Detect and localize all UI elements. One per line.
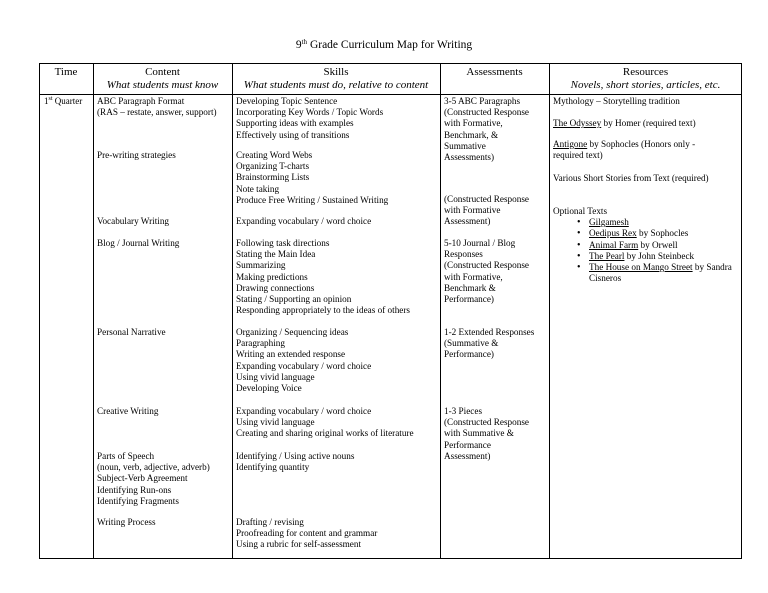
- skills-block: Expanding vocabulary / word choice: [236, 216, 372, 226]
- skills-block: Identifying / Using active nouns Identifying quantity: [236, 451, 355, 473]
- assessment-block: 3-5 ABC Paragraphs (Constructed Response with Formative, Benchmark, & Summative Assessments): [444, 96, 529, 163]
- content-block: ABC Paragraph Format (RAS – restate, answer, support): [97, 96, 217, 118]
- content-block: Writing Process: [97, 517, 156, 527]
- optional-texts: [553, 206, 739, 284]
- header-content: Content What students must know: [106, 66, 219, 91]
- content-block: Vocabulary Writing: [97, 216, 170, 226]
- column-divider: [440, 63, 441, 559]
- header-assessments: Assessments: [466, 66, 523, 78]
- column-divider: [232, 63, 233, 559]
- skills-block: Creating Word Webs Organizing T-charts Brainstorming Lists Note taking Produce Free Writing / Sustained Writing: [236, 150, 389, 205]
- content-block: Pre-writing strategies: [97, 150, 176, 160]
- optional-texts-heading: Optional Texts: [553, 206, 608, 216]
- resource-mythology: Mythology – Storytelling tradition: [553, 96, 680, 106]
- optional-text-item: • Oedipus Rex by Sophocles: [589, 228, 739, 239]
- skills-block: Organizing / Sequencing ideas Paragraphing Writing an extended response Expanding vocabulary / word choice Using vivid language Developing Voice: [236, 327, 372, 394]
- resource-odyssey: The Odyssey by Homer (required text): [553, 118, 696, 128]
- optional-text-item: • Gilgamesh: [589, 217, 739, 228]
- header-time: Time: [54, 66, 78, 78]
- content-block: Creative Writing: [97, 406, 159, 416]
- header-skills: Skills What students must do, relative to content: [243, 66, 429, 91]
- assessment-block: 1-2 Extended Responses (Summative & Performance): [444, 327, 535, 360]
- resource-short-stories: Various Short Stories from Text (required): [553, 173, 709, 183]
- optional-text-item: • Animal Farm by Orwell: [589, 240, 739, 251]
- assessment-block: 5-10 Journal / Blog Responses (Constructed Response with Formative, Benchmark & Performance): [444, 238, 529, 305]
- content-block: Personal Narrative: [97, 327, 166, 337]
- time-cell: 1st Quarter: [44, 96, 83, 106]
- optional-text-item: • The Pearl by John Steinbeck: [589, 251, 739, 262]
- skills-block: Expanding vocabulary / word choice Using vivid language Creating and sharing original works of literature: [236, 406, 414, 439]
- header-resources: Resources Novels, short stories, articles, etc.: [570, 66, 721, 91]
- document-title: 9th Grade Curriculum Map for Writing: [295, 38, 473, 51]
- resource-antigone: Antigone by Sophocles (Honors only - required text): [553, 139, 696, 161]
- content-block: Blog / Journal Writing: [97, 238, 180, 248]
- skills-block: Drafting / revising Proofreading for content and grammar Using a rubric for self-assessment: [236, 517, 378, 550]
- assessment-block: (Constructed Response with Formative Assessment): [444, 194, 529, 227]
- skills-block: Developing Topic Sentence Incorporating Key Words / Topic Words Supporting ideas with examples Effectively using of transitions: [236, 96, 384, 140]
- column-divider: [93, 63, 94, 559]
- skills-block: Following task directions Stating the Main Idea Summarizing Making predictions Drawing connections Stating / Supporting an opinion Responding appropriately to the ideas of others: [236, 238, 411, 316]
- assessment-block: 1-3 Pieces (Constructed Response with Summative & Performance Assessment): [444, 406, 529, 461]
- column-divider: [549, 63, 550, 559]
- header-divider: [39, 94, 742, 95]
- content-block: Parts of Speech (noun, verb, adjective, adverb) Subject-Verb Agreement Identifying Run-ons Identifying Fragments: [97, 451, 210, 506]
- optional-text-item: • The House on Mango Street by Sandra Cisneros: [589, 262, 739, 284]
